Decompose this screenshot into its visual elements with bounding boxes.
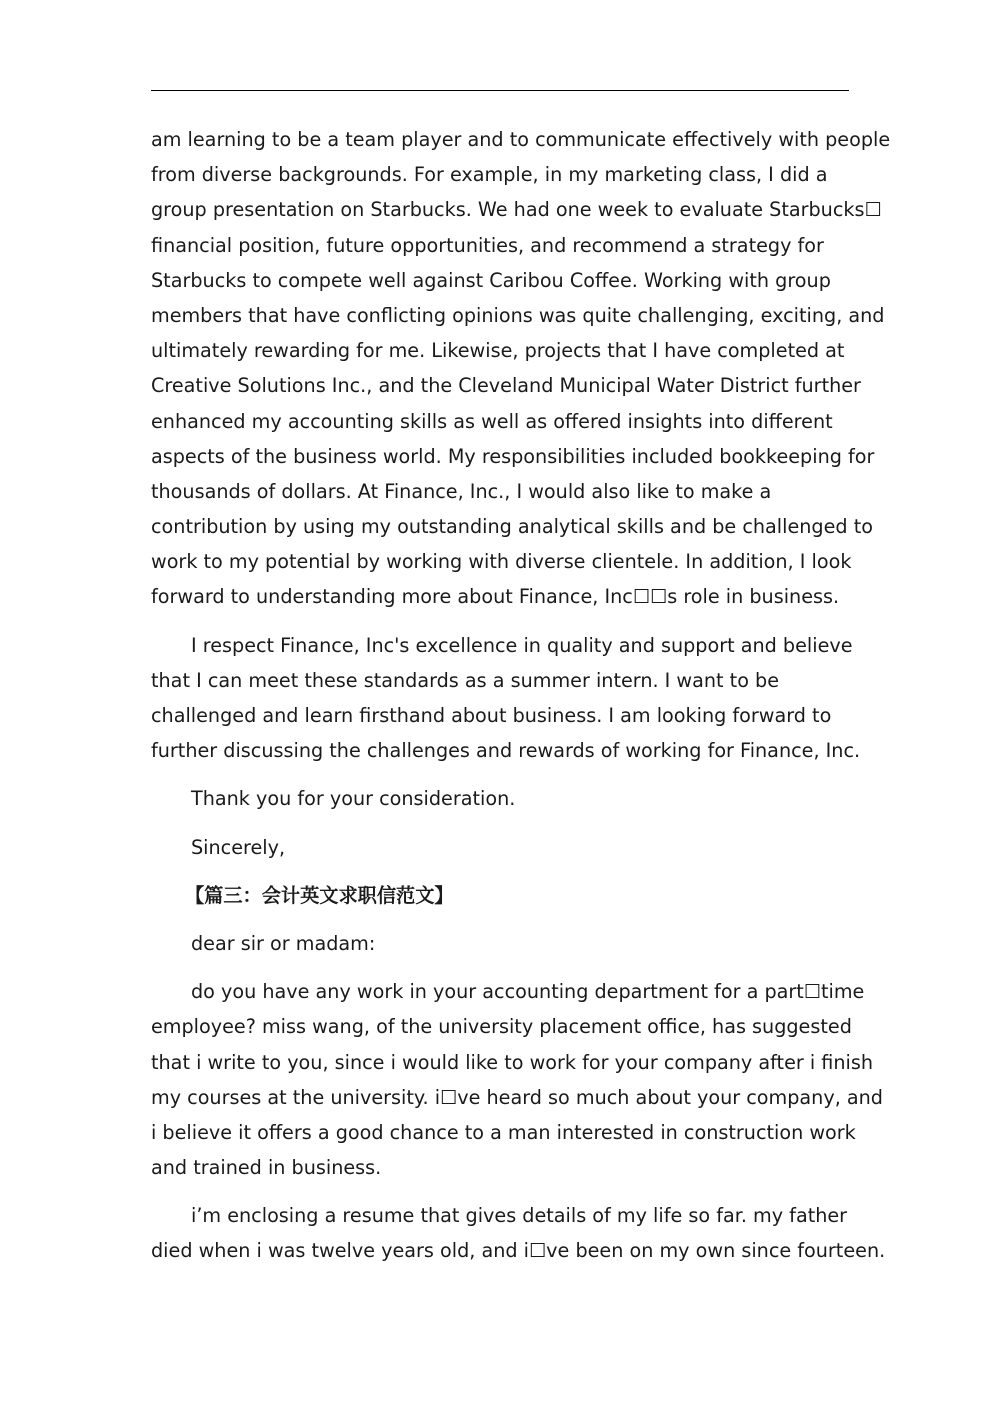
text-line: died when i was twelve years old, and i☐ve been on my own since fourteen. <box>151 1239 886 1263</box>
text-line: group presentation on Starbucks. We had one week to evaluate Starbucks☐ <box>151 198 882 222</box>
text-line: that I can meet these standards as a summer intern. I want to be <box>151 668 780 692</box>
text-line: work to my potential by working with diverse clientele. In addition, I look <box>151 550 852 574</box>
text-line: I respect Finance, Inc's excellence in quality and support and believe <box>191 633 853 657</box>
text-line: dear sir or madam: <box>191 931 376 955</box>
text-line: employee? miss wang, of the university placement office, has suggested <box>151 1015 852 1039</box>
paragraph-respect <box>151 628 861 769</box>
text-line: and trained in business. <box>151 1156 382 1180</box>
text-line: forward to understanding more about Finance, Inc☐☐s role in business. <box>151 585 840 609</box>
paragraph-inquiry <box>151 974 883 1185</box>
text-line: am learning to be a team player and to communicate effectively with people <box>151 128 891 151</box>
text-line: Sincerely, <box>191 835 286 859</box>
paragraph-continued <box>151 122 891 615</box>
text-line: my courses at the university. i☐ve heard so much about your company, and <box>151 1085 883 1109</box>
heading-text: 【篇三：会计英文求职信范文】 <box>185 883 454 907</box>
text-line: ultimately rewarding for me. Likewise, projects that I have completed at <box>151 339 845 363</box>
text-line: further discussing the challenges and rewards of working for Finance, Inc. <box>151 739 861 763</box>
text-line: do you have any work in your accounting department for a part☐time <box>191 980 865 1004</box>
text-line: i’m enclosing a resume that gives details of my life so far. my father <box>191 1204 848 1228</box>
text-line: from diverse backgrounds. For example, in my marketing class, I did a <box>151 163 828 187</box>
text-line: aspects of the business world. My responsibilities included bookkeeping for <box>151 444 875 468</box>
text-line: that i write to you, since i would like to work for your company after i finish <box>151 1050 874 1074</box>
header-rule <box>151 90 849 91</box>
paragraph-resume <box>151 1198 886 1268</box>
closing-line <box>151 830 849 865</box>
document-body <box>151 122 891 1282</box>
section-heading <box>151 878 849 913</box>
text-line: Thank you for your consideration. <box>191 787 516 811</box>
text-line: thousands of dollars. At Finance, Inc., I would also like to make a <box>151 479 772 503</box>
text-line: Starbucks to compete well against Caribou Coffee. Working with group <box>151 268 831 292</box>
text-line: financial position, future opportunities, and recommend a strategy for <box>151 233 824 257</box>
text-line: members that have conflicting opinions was quite challenging, exciting, and <box>151 303 885 327</box>
text-line: contribution by using my outstanding analytical skills and be challenged to <box>151 515 873 539</box>
text-line: i believe it offers a good chance to a man interested in construction work <box>151 1120 856 1144</box>
text-line: challenged and learn firsthand about business. I am looking forward to <box>151 704 832 727</box>
text-line: Creative Solutions Inc., and the Cleveland Municipal Water District further <box>151 374 861 398</box>
thank-you-line <box>151 781 849 816</box>
text-line: enhanced my accounting skills as well as offered insights into different <box>151 409 833 433</box>
salutation-line <box>151 926 849 961</box>
